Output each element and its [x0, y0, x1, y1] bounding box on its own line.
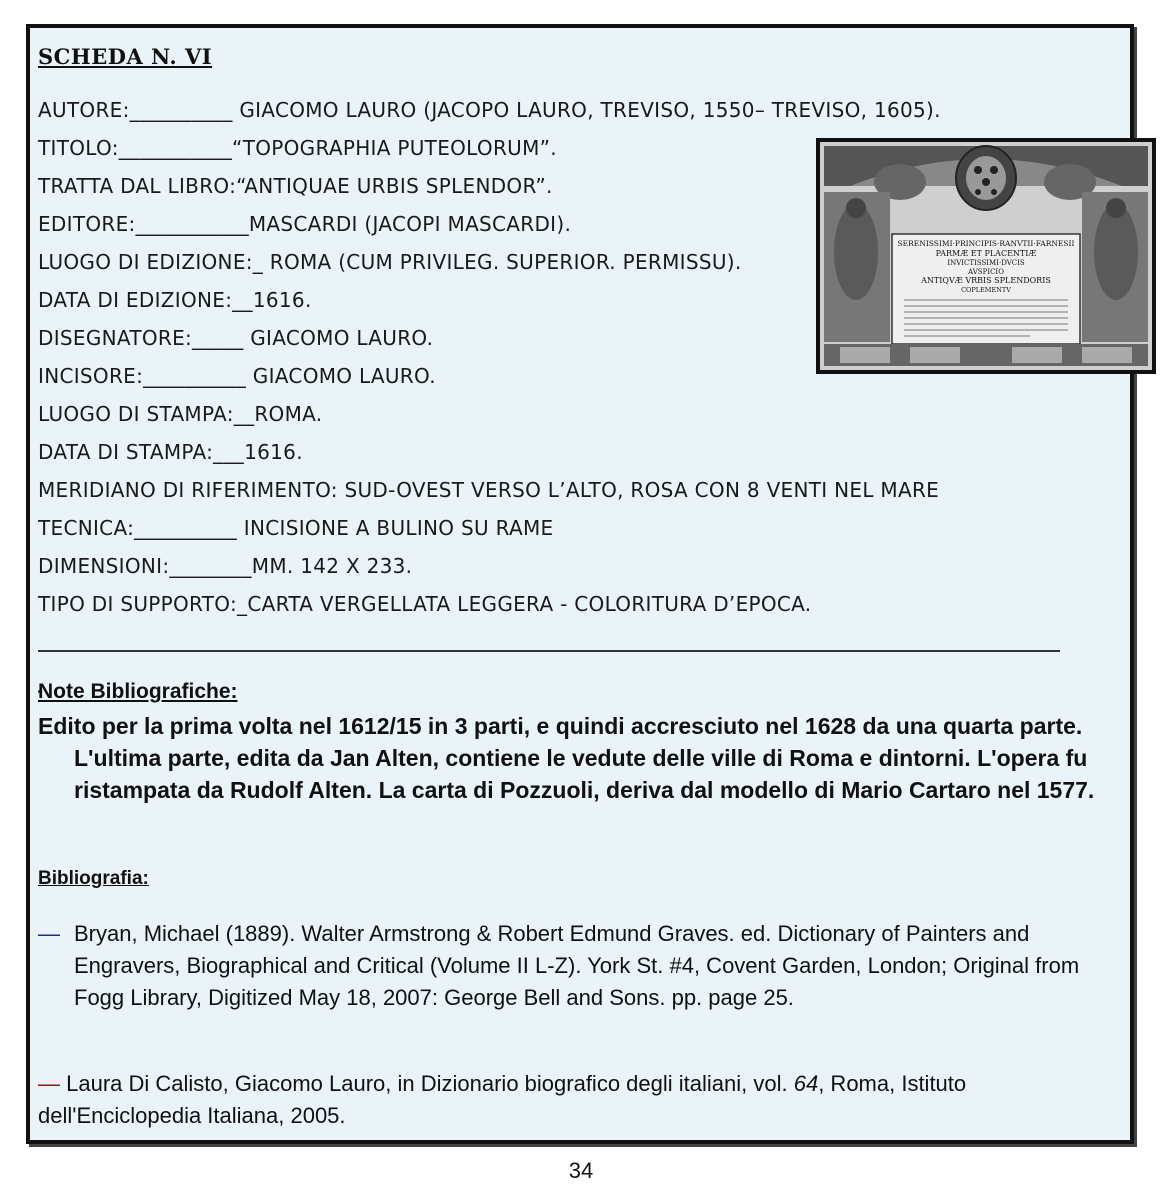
field-luogo-edizione — [38, 250, 742, 274]
field-value: 1616. — [244, 440, 303, 464]
frontispiece-thumbnail — [816, 138, 1156, 374]
field-value: 1616. — [252, 288, 312, 312]
field-incisore — [38, 364, 436, 388]
field-label: LUOGO DI EDIZIONE:_ — [38, 250, 264, 274]
field-autore — [38, 98, 941, 122]
thumb-line-2: PARMÆ ET PLACENTIÆ — [935, 249, 1037, 258]
bibliography-title: Bibliografia: — [38, 868, 149, 889]
field-label: DISEGNATORE:_____ — [38, 326, 244, 350]
thumb-line-3: INVICTISSIMI·DVCIS — [947, 259, 1025, 267]
field-data-stampa — [38, 440, 303, 464]
frontispiece-engraving — [820, 142, 1152, 370]
bibliography-entry-2 — [38, 1068, 1130, 1132]
thumb-line-6: COPLEMENTV — [961, 286, 1011, 294]
field-value: “TOPOGRAPHIA PUTEOLORUM”. — [232, 136, 557, 160]
field-tratta — [38, 174, 553, 198]
field-value: “ANTIQUAE URBIS SPLENDOR”. — [236, 174, 553, 198]
field-dimensioni — [38, 554, 412, 578]
field-disegnatore — [38, 326, 433, 350]
field-label: MERIDIANO DI RIFERIMENTO: — [38, 478, 338, 502]
notes-text-first: Edito per la prima volta nel 1612/15 in 3 parti, e quindi accresciuto nel 1628 da una quarta — [38, 713, 1014, 739]
field-label: DIMENSIONI:________ — [38, 554, 252, 578]
field-data-edizione — [38, 288, 312, 312]
field-label: DATA DI EDIZIONE:__ — [38, 288, 253, 312]
field-value: MASCARDI (JACOPI MASCARDI). — [248, 212, 572, 236]
field-label: TRATTA DAL LIBRO: — [38, 174, 237, 198]
field-label: LUOGO DI STAMPA:__ — [38, 402, 255, 426]
field-titolo — [38, 136, 557, 160]
field-value: ROMA. — [254, 402, 323, 426]
field-label: TIPO DI SUPPORTO:_ — [38, 592, 248, 616]
field-value: ROMA (CUM PRIVILEG. SUPERIOR. PERMISSU). — [263, 250, 742, 274]
bibliography-entry-1 — [38, 918, 1130, 1014]
notes-text — [38, 710, 1130, 806]
entry-text-after: , Roma, Istituto dell'Enciclopedia Italiana, 2005. — [38, 1071, 967, 1128]
field-label: TITOLO:___________ — [38, 136, 233, 160]
thumb-line-4: AVSPICIO — [968, 268, 1004, 276]
notes-title: Note Bibliografiche: — [38, 680, 238, 703]
field-tecnica — [38, 516, 553, 540]
field-label: TECNICA:__________ — [38, 516, 238, 540]
thumb-line-1: SERENISSIMI·PRINCIPIS·RANVTII·FARNESII — [897, 239, 1075, 248]
field-label: EDITORE:___________ — [38, 212, 249, 236]
field-label: AUTORE:__________ — [38, 98, 233, 122]
field-value: GIACOMO LAURO. — [243, 326, 434, 350]
notes-text-rest: parte. L'ultima parte, edita da Jan Alten, contiene le vedute delle ville di Roma e dintorni. L'opera fu ristampata da Rudolf Alten. La carta di Pozzuoli, deriva dal modello di Mario Cartaro nel 1577. — [74, 713, 1095, 803]
field-value: CARTA VERGELLATA LEGGERA - COLORITURA D’EPOCA. — [247, 592, 812, 616]
page-number: 34 — [568, 1158, 594, 1183]
field-value: GIACOMO LAURO. — [246, 364, 436, 388]
separator-line — [38, 650, 1060, 652]
field-value: INCISIONE A BULINO SU RAME — [237, 516, 554, 540]
field-value: MM. 142 X 233. — [251, 554, 413, 578]
field-label: DATA DI STAMPA:___ — [38, 440, 245, 464]
card-header: SCHEDA N. VI — [38, 44, 213, 69]
entry-dash: — — [38, 921, 60, 946]
entry-dash: — — [38, 1071, 60, 1096]
field-editore — [38, 212, 571, 236]
field-value: SUD-OVEST VERSO L’ALTO, ROSA CON 8 VENTI NEL MARE — [337, 478, 940, 502]
field-value: GIACOMO LAURO (JACOPO LAURO, TREVISO, 1550– TREVISO, 1605). — [232, 98, 941, 122]
field-label: INCISORE:__________ — [38, 364, 247, 388]
entry-volume: 64 — [793, 1071, 819, 1096]
field-supporto — [38, 592, 811, 616]
catalog-card — [26, 24, 1134, 1144]
field-luogo-stampa — [38, 402, 322, 426]
field-meridiano — [38, 478, 939, 502]
entry-text: Bryan, Michael (1889). Walter Armstrong & Robert Edmund Graves. ed. Dictionary of Painters and Engravers, Biographical and Critical (Volume II L-Z). York St. #4, Covent Garden, London; Original from Fogg Library, Digitized May 18, 2007: George Bell and Sons. pp. page 25. — [74, 921, 1080, 1010]
entry-text: Laura Di Calisto, Giacomo Lauro, in Dizionario biografico degli italiani, vol. — [66, 1071, 794, 1096]
thumb-line-5: ANTIQVÆ VRBIS SPLENDORIS — [921, 276, 1051, 285]
